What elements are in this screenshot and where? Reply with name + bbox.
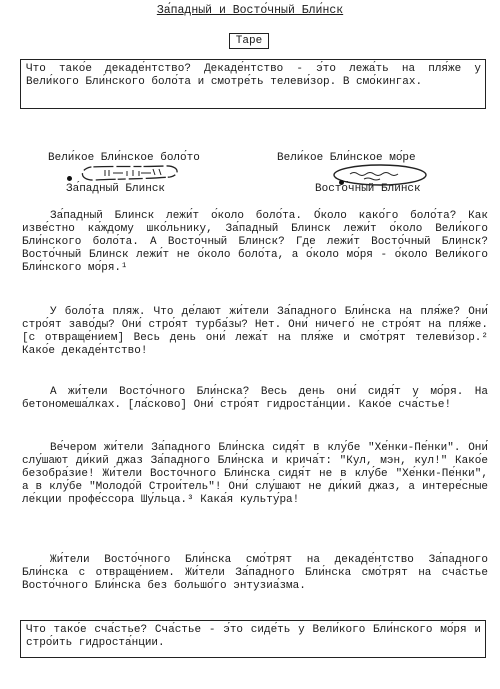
tape-label: Tape xyxy=(229,33,269,49)
city-left-label: За́падный Блинск xyxy=(66,183,166,195)
lake-right-label: Вели́кое Бли́нское мо́ре xyxy=(277,152,416,164)
paragraph-5: Жи́тели Восто́чного Бли́нска смо́трят на декаде́нтство За́падного Бли́нска с отвраще́нием. Жи́тели За́падного Бли́нска смо́трят на сча́стье Восто́чного Бли́нска без большо́го энтузиа́зма. xyxy=(22,554,488,592)
page-title: За́падный и Восто́чный Бли́нск xyxy=(156,4,344,17)
lake-left-label: Вели́кое Бли́нское боло́то xyxy=(48,152,200,164)
outro-box: Что тако́е сча́стье? Сча́стье - э́то сиде́ть у Вели́кого Бли́нского мо́ря и стро́ить гидроста́нции. xyxy=(20,620,486,658)
intro-box: Что тако́е декаде́нтство? Декаде́нтство - э́то лежа́ть на пля́же у Вели́кого Бли́нского боло́та и смотре́ть телеви́зор. В смо́кингах. xyxy=(20,59,486,109)
paragraph-1: За́падный Блинск лежи́т о́коло боло́та. О́коло како́го боло́та? Как изве́стно ка́ждому шко́льнику, За́падный Блинск лежи́т о́коло Вели́кого Бли́нского боло́та. А Восто́чный Блинск? Где лежи́т Восто́чный Блинск? Восто́чный Блинск лежи́т не о́коло боло́та, а о́коло мо́ря - о́коло Вели́кого Бли́нского мо́ря.¹ xyxy=(22,210,488,274)
paragraph-3: А жи́тели Восто́чного Бли́нска? Весь день они́ сидя́т у мо́ря. На бетономеша́лках. [ла́сково] Они́ стро́ят гидроста́нции. Како́е сча́стье! xyxy=(22,386,488,411)
paragraph-4: Ве́чером жи́тели За́падного Бли́нска сидя́т в клу́бе "Хе́нки-Пе́нки". Они́ слу́шают ди́кий джаз За́падного Бли́нска и крича́т: "Кул, мэн, кул!" Како́е безобра́зие! Жи́тели Восто́чного Бли́нска сидя́т не в клу́бе "Хе́нки-Пе́нки", а в клу́бе "Молодо́й Строи́тель"! Они́ слу́шают не ди́кий джаз, а интере́сные ле́кции профе́ссора Шу́льца.³ Кака́я культу́ра! xyxy=(22,442,488,506)
city-right-label: Восто́чный Блинск xyxy=(315,183,421,195)
paragraph-2: У боло́та пляж. Что де́лают жи́тели За́падного Бли́нска на пля́же? Они́ стро́ят заво́ды? Они́ стро́ят турба́зы? Нет. Они́ ничего́ не стро́ят на пля́же. [с отвраще́нием] Весь день они́ лежа́т на пля́же и смо́трят телеви́зор.² Како́е декаде́нтство! xyxy=(22,306,488,357)
swamp-drawing xyxy=(75,163,185,185)
city-dot-left xyxy=(67,176,72,181)
